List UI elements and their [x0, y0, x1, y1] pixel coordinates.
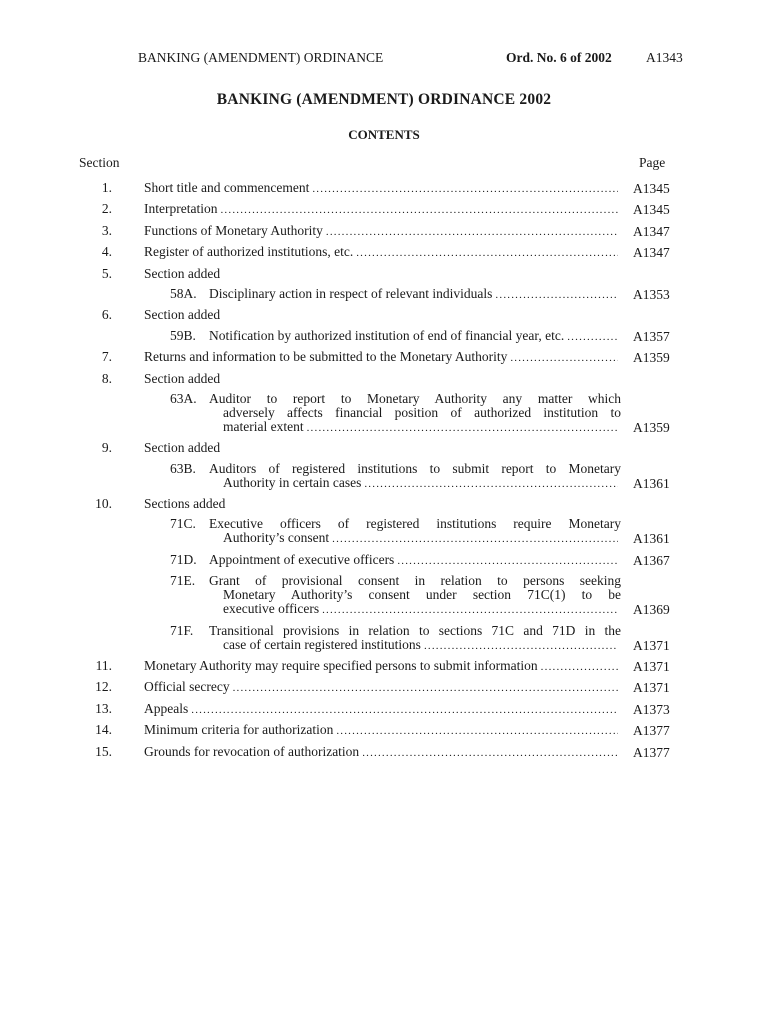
entry-line [144, 224, 621, 239]
page-reference: A1373 [633, 701, 670, 717]
entry-line [144, 245, 621, 260]
dot-leader [220, 203, 618, 217]
entry-title: Section added [144, 441, 221, 456]
entry-text-wrap [144, 702, 621, 717]
entry-line [144, 745, 621, 760]
section-number: 14. [95, 722, 112, 738]
dot-leader [495, 288, 618, 302]
entry-line [170, 420, 621, 435]
entry-line [144, 680, 621, 695]
toc-subsection-entry [0, 462, 768, 491]
dot-leader [332, 532, 618, 546]
toc-section-entry [0, 245, 768, 260]
section-number: 10. [95, 496, 112, 512]
entry-text-wrap [144, 308, 621, 322]
page-reference: A1367 [633, 552, 670, 568]
page-reference: A1371 [633, 659, 670, 675]
entry-title-line: Transitional provisions in relation to sections 71C and 71D in the [209, 623, 621, 638]
dot-leader [312, 182, 618, 196]
entry-line [170, 531, 621, 546]
entry-title-line: adversely affects financial position of authorized institution to [223, 405, 621, 420]
page-reference: A1347 [633, 223, 670, 239]
page-reference: A1359 [633, 350, 670, 366]
entry-line [170, 406, 621, 420]
toc-section-entry [0, 745, 768, 760]
toc-section-entry [0, 441, 768, 455]
entry-title: Short title and commencement [144, 181, 310, 195]
entry-title: Section added [144, 266, 221, 281]
subsection-number: 71D. [170, 551, 197, 567]
dot-leader [362, 746, 618, 760]
section-number: 13. [95, 700, 112, 716]
toc-subsection-entry [0, 553, 768, 568]
entry-title-line: case of certain registered institutions [223, 637, 421, 652]
entry-text-wrap [144, 202, 621, 217]
page-reference: A1345 [633, 202, 670, 218]
entry-line [144, 497, 621, 511]
toc-section-entry [0, 267, 768, 281]
entry-text-wrap [144, 267, 621, 281]
entry-text-wrap [170, 574, 621, 617]
entry-text-wrap [144, 181, 621, 196]
dot-leader [326, 225, 618, 239]
page-reference: A1359 [633, 419, 670, 435]
entry-title-line: material extent [223, 419, 304, 434]
toc-subsection-entry [0, 574, 768, 617]
entry-title: Official secrecy [144, 680, 230, 695]
entry-line [170, 329, 621, 344]
dot-leader [424, 639, 618, 653]
entry-title: Section added [144, 308, 221, 323]
section-number: 3. [101, 222, 112, 238]
entry-title-line: Monetary Authority’s consent under section 71C(1) to be [223, 588, 621, 603]
toc-section-entry [0, 659, 768, 674]
dot-leader [307, 421, 618, 435]
entry-title: Minimum criteria for authorization [144, 723, 334, 738]
running-head-page-number: A1343 [646, 50, 683, 65]
entry-title-line: Auditor to report to Monetary Authority any matter which [209, 391, 621, 406]
section-number: 8. [101, 370, 112, 386]
toc-section-entry [0, 181, 768, 196]
entry-line [144, 441, 621, 455]
page-reference: A1345 [633, 181, 670, 196]
subsection-number: 63B. [170, 460, 196, 476]
entry-title: Grounds for revocation of authorization [144, 744, 360, 759]
page-reference: A1357 [633, 328, 670, 344]
entry-title-line: executive officers [223, 602, 320, 617]
toc-section-entry [0, 372, 768, 386]
entry-text-wrap [144, 224, 621, 239]
subsection-number: 71F. [170, 622, 194, 638]
entry-line [170, 476, 621, 491]
entry-line [144, 202, 621, 217]
page-reference: A1377 [633, 744, 670, 760]
entry-text-wrap [144, 245, 621, 260]
entry-title: Register of authorized institutions, etc. [144, 245, 354, 260]
subsection-number: 59B. [170, 327, 196, 343]
entry-line [170, 602, 621, 617]
entry-text-wrap [144, 659, 621, 674]
page-reference: A1371 [633, 637, 670, 653]
section-number: 11. [95, 658, 112, 674]
entry-title: Returns and information to be submitted to the Monetary Authority [144, 350, 508, 365]
entry-text-wrap [170, 462, 621, 491]
entry-text-wrap [170, 392, 621, 435]
subsection-number: 63A. [170, 390, 197, 406]
page-reference: A1353 [633, 286, 670, 302]
entry-title: Interpretation [144, 202, 218, 217]
section-number: 5. [101, 265, 112, 281]
entry-title-line: Disciplinary action in respect of relevant individuals [209, 286, 493, 301]
entry-title: Section added [144, 371, 221, 386]
toc-section-entry [0, 680, 768, 695]
page-reference: A1377 [633, 723, 670, 739]
toc-subsection-entry [0, 329, 768, 344]
toc-section-entry [0, 308, 768, 322]
entry-line [170, 462, 621, 476]
entry-text-wrap [170, 624, 621, 653]
dot-leader [233, 681, 618, 695]
entry-title-line: Authority’s consent [223, 531, 330, 546]
entry-line [144, 308, 621, 322]
entry-line [170, 517, 621, 531]
entry-line [170, 287, 621, 302]
section-number: 9. [101, 440, 112, 456]
section-number: 6. [101, 307, 112, 323]
entry-text-wrap [170, 287, 621, 302]
toc-section-entry [0, 224, 768, 239]
entry-title-line: Appointment of executive officers [209, 552, 395, 567]
entry-text-wrap [144, 680, 621, 695]
dot-leader [364, 477, 618, 491]
page-reference: A1361 [633, 475, 670, 491]
section-number: 12. [95, 679, 112, 695]
dot-leader [397, 554, 618, 568]
section-number: 2. [101, 201, 112, 217]
page-reference: A1369 [633, 602, 670, 618]
entry-text-wrap [144, 372, 621, 386]
entry-title: Sections added [144, 497, 226, 512]
entry-text-wrap [170, 553, 621, 568]
entry-line [144, 267, 621, 281]
page-reference: A1347 [633, 245, 670, 261]
entry-title-line: Notification by authorized institution of end of financial year, etc. [209, 328, 565, 343]
page-reference: A1371 [633, 680, 670, 696]
entry-text-wrap [144, 497, 621, 511]
entry-text-wrap [170, 517, 621, 546]
subsection-number: 58A. [170, 285, 197, 301]
entry-line [170, 624, 621, 638]
running-head-ordinance-number: Ord. No. 6 of 2002 [506, 50, 612, 65]
toc-section-entry [0, 350, 768, 365]
entry-text-wrap [144, 745, 621, 760]
section-number: 15. [95, 743, 112, 759]
subsection-number: 71E. [170, 573, 196, 589]
section-number: 4. [101, 244, 112, 260]
toc-subsection-entry [0, 287, 768, 302]
subsection-number: 71C. [170, 516, 196, 532]
dot-leader [510, 351, 618, 365]
entry-line [144, 659, 621, 674]
toc-subsection-entry [0, 517, 768, 546]
entry-title: Appeals [144, 701, 189, 716]
toc-section-entry [0, 202, 768, 217]
dot-leader [567, 330, 618, 344]
dot-leader [336, 724, 618, 738]
entry-text-wrap [144, 441, 621, 455]
entry-text-wrap [170, 329, 621, 344]
toc-subsection-entry [0, 624, 768, 653]
entry-line [144, 702, 621, 717]
entry-line [170, 588, 621, 602]
page-column-heading: Page [639, 155, 666, 170]
entry-text-wrap [144, 350, 621, 365]
entry-title-line: Authority in certain cases [223, 475, 362, 490]
entry-line [170, 392, 621, 406]
entry-line [144, 350, 621, 365]
entry-line [170, 574, 621, 588]
section-number: 1. [101, 180, 112, 195]
section-column-heading: Section [79, 155, 120, 170]
entry-text-wrap [144, 723, 621, 738]
dot-leader [322, 603, 618, 617]
entry-title-line: Auditors of registered institutions to submit report to Monetary [209, 461, 621, 476]
entry-line [144, 372, 621, 386]
entry-line [170, 553, 621, 568]
section-number: 7. [101, 349, 112, 365]
entry-title-line: Grant of provisional consent in relation to persons seeking [209, 574, 621, 589]
entry-line [144, 181, 621, 196]
entry-title-line: Executive officers of registered institutions require Monetary [209, 517, 621, 532]
entry-title: Functions of Monetary Authority [144, 223, 323, 238]
entry-line [144, 723, 621, 738]
running-head-title: BANKING (AMENDMENT) ORDINANCE [138, 50, 384, 65]
toc-section-entry [0, 702, 768, 717]
document-title: BANKING (AMENDMENT) ORDINANCE 2002 [216, 91, 552, 108]
contents-heading: CONTENTS [348, 127, 420, 142]
entry-title: Monetary Authority may require specified persons to submit information [144, 659, 538, 674]
dot-leader [356, 246, 618, 260]
dot-leader [191, 703, 618, 717]
toc-subsection-entry [0, 392, 768, 435]
table-of-contents [0, 181, 768, 766]
entry-line [170, 638, 621, 653]
toc-section-entry [0, 723, 768, 738]
dot-leader [541, 660, 618, 674]
page-reference: A1361 [633, 531, 670, 547]
toc-section-entry [0, 497, 768, 511]
